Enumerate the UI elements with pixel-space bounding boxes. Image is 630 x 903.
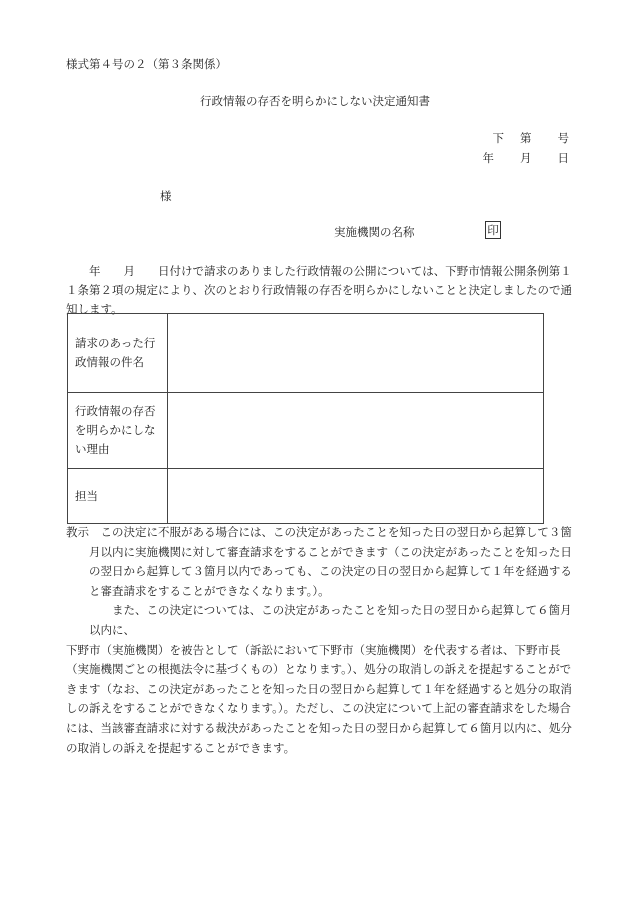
row-value-subject	[168, 314, 544, 393]
row-value-reason	[168, 393, 544, 469]
number-go: 号	[557, 131, 569, 145]
row-label-reason: 行政情報の存否を明らかにしない理由	[68, 393, 168, 469]
date-day: 日	[557, 151, 569, 165]
number-prefix: 下	[492, 131, 504, 145]
addressee-suffix: 様	[160, 189, 172, 203]
notice-paragraph-3: 下野市（実施機関）を被告として（訴訟において下野市（実施機関）を代表する者は、下野市長（実施機関ごとの根拠法令に基づくもの）となります。）、処分の取消しの訴えを提起することができます（なお、この決定があったことを知った日の翌日から起算して１年を経過すると処分の取消しの訴えをすることができなくなります。）。ただし、この決定について上記の審査請求をした場合には、当該審査請求に対する裁決があったことを知った日の翌日から起算して６箇月以内に、処分の取消しの訴えを提起することができます。	[66, 642, 572, 755]
document-title: 行政情報の存否を明らかにしない決定通知書	[200, 94, 430, 108]
info-table	[67, 313, 544, 524]
form-number: 様式第４号の２（第３条関係）	[66, 57, 227, 71]
row-value-contact	[168, 469, 544, 524]
number-dai: 第	[520, 131, 532, 145]
instruction-notice	[66, 523, 576, 758]
date-month: 月	[520, 151, 532, 165]
notice-paragraph-2-lead: また、この決定については、この決定があったことを知った日の翌日から起算して６箇月以内に、	[89, 603, 572, 637]
table-row	[68, 393, 544, 469]
notice-paragraph-2	[66, 601, 576, 640]
table-row	[68, 469, 544, 524]
table-row	[68, 314, 544, 393]
body-paragraph: 年 月 日付けで請求のありました行政情報の公開については、下野市情報公開条例第１１条第２項の規定により、次のとおり行政情報の存否を明らかにしないことと決定しましたので通知します。	[66, 264, 572, 316]
agency-name-label: 実施機関の名称	[334, 225, 415, 239]
document-number-line	[493, 130, 570, 146]
notice-paragraph-1: 教示 この決定に不服がある場合には、この決定があったことを知った日の翌日から起算して３箇月以内に実施機関に対して審査請求をすることができます（この決定があったことを知った日の翌日から起算して３箇月以内であっても、この決定の日の翌日から起算して１年を経過すると審査請求をすることができなくなります。）。	[66, 525, 572, 598]
date-line	[483, 150, 570, 166]
row-label-subject: 請求のあった行政情報の件名	[68, 314, 168, 393]
seal-box: 印	[485, 221, 501, 239]
date-year: 年	[482, 151, 494, 165]
row-label-contact: 担当	[68, 469, 168, 524]
